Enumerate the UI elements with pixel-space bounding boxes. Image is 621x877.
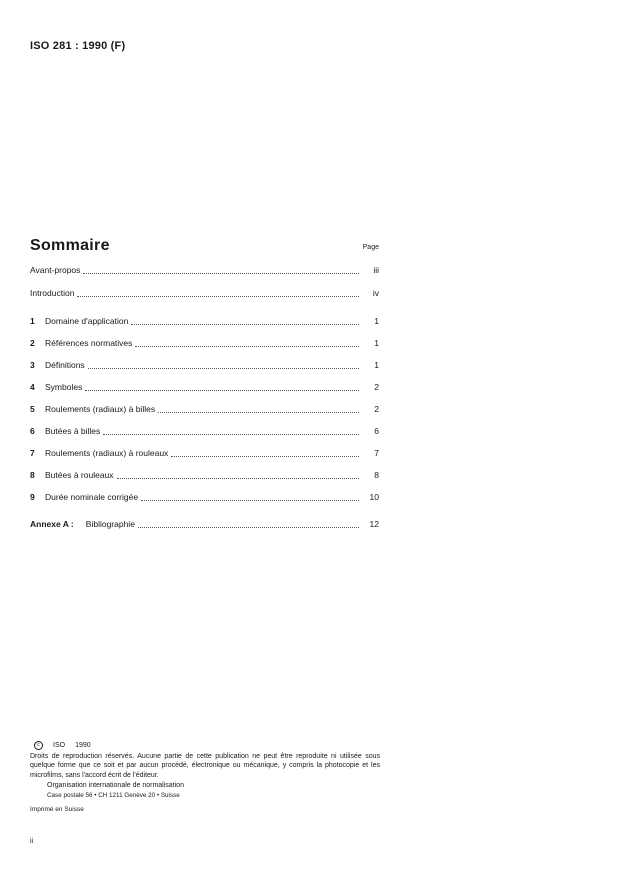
toc-entry-page: 1 (374, 316, 379, 326)
annex-prefix: Annexe A : (30, 519, 74, 529)
toc-entry-number: 3 (30, 360, 35, 370)
document-code: ISO 281 : 1990 (F) (30, 40, 126, 52)
toc-entry-label: Avant-propos (30, 265, 81, 275)
toc-entry-label: Roulements (radiaux) à rouleaux (45, 448, 169, 458)
toc-entry-page: iii (373, 265, 379, 275)
toc-entry-label: Durée nominale corrigée (45, 492, 139, 502)
dot-leader (158, 412, 359, 413)
toc-entry-3[interactable] (30, 359, 379, 371)
organization-name: Organisation internationale de normalisation (47, 782, 184, 789)
toc-entry-page: 12 (369, 519, 379, 529)
toc-entry-page: 8 (374, 470, 379, 480)
toc-entry-7[interactable] (30, 447, 379, 459)
toc-entry-page: 2 (374, 404, 379, 414)
toc-entry-page: 2 (374, 382, 379, 392)
copyright-icon: c (34, 741, 43, 750)
toc-entry-label: Références normatives (45, 338, 133, 348)
toc-entry-label: Symboles (45, 382, 83, 392)
publisher-block (47, 781, 380, 800)
toc-entry-label: Définitions (45, 360, 85, 370)
toc-entry-number: 8 (30, 470, 35, 480)
toc-entry-page: 6 (374, 426, 379, 436)
toc-entry-number: 2 (30, 338, 35, 348)
toc-entry-page: 10 (369, 492, 379, 502)
toc-entry-2[interactable] (30, 337, 379, 349)
toc-entry-label: Introduction (30, 288, 75, 298)
dot-leader (138, 527, 359, 528)
toc-entry-number: 7 (30, 448, 35, 458)
toc-entry-introduction[interactable] (30, 287, 379, 299)
toc-entry-number: 9 (30, 492, 35, 502)
toc-entry-page: iv (372, 288, 379, 298)
toc-entry-page: 1 (374, 338, 379, 348)
printed-in: Imprimé en Suisse (30, 806, 84, 813)
copyright-block (30, 741, 380, 815)
dot-leader (83, 273, 359, 274)
toc-entry-number: 5 (30, 404, 35, 414)
toc-title: Sommaire (30, 237, 110, 254)
toc-entry-page: 7 (374, 448, 379, 458)
toc-entry-label: Roulements (radiaux) à billes (45, 404, 156, 414)
copyright-line (34, 741, 380, 751)
toc-entry-label: Bibliographie (85, 519, 135, 529)
toc-entry-label: Butées à billes (45, 426, 101, 436)
dot-leader (88, 368, 359, 369)
toc-entry-number: 6 (30, 426, 35, 436)
toc-entry-label: Butées à rouleaux (45, 470, 114, 480)
dot-leader (141, 500, 359, 501)
dot-leader (171, 456, 359, 457)
toc-entry-number: 1 (30, 316, 35, 326)
dot-leader (117, 478, 359, 479)
page-number: ii (30, 838, 34, 845)
copyright-year: 1990 (75, 742, 91, 749)
toc-entry-foreword[interactable] (30, 264, 379, 276)
organization-address: Case postale 56 • CH 1211 Genève 20 • Suisse (47, 791, 180, 799)
copyright-holder: ISO (53, 742, 66, 749)
dot-leader (135, 346, 359, 347)
toc-entry-9[interactable] (30, 491, 379, 503)
rights-notice: Droits de reproduction réservés. Aucune partie de cette publication ne peut être reproduite ni utilisée sous quelque forme que ce soit et par aucun procédé, électronique ou mécanique, y compris la photocopie et les microfilms, sans l'accord écrit de l'éditeur. (30, 752, 380, 779)
toc-entry-8[interactable] (30, 469, 379, 481)
dot-leader (131, 324, 359, 325)
toc-entry-1[interactable] (30, 315, 379, 327)
toc-entry-6[interactable] (30, 425, 379, 437)
toc-entry-number: 4 (30, 382, 35, 392)
toc-entry-page: 1 (374, 360, 379, 370)
toc-entry-4[interactable] (30, 381, 379, 393)
dot-leader (77, 296, 359, 297)
dot-leader (103, 434, 359, 435)
toc-entry-label: Domaine d'application (45, 316, 129, 326)
dot-leader (85, 390, 359, 391)
toc-entry-5[interactable] (30, 403, 379, 415)
toc-entry-annex-a[interactable] (30, 518, 379, 530)
page-column-heading: Page (362, 244, 379, 251)
